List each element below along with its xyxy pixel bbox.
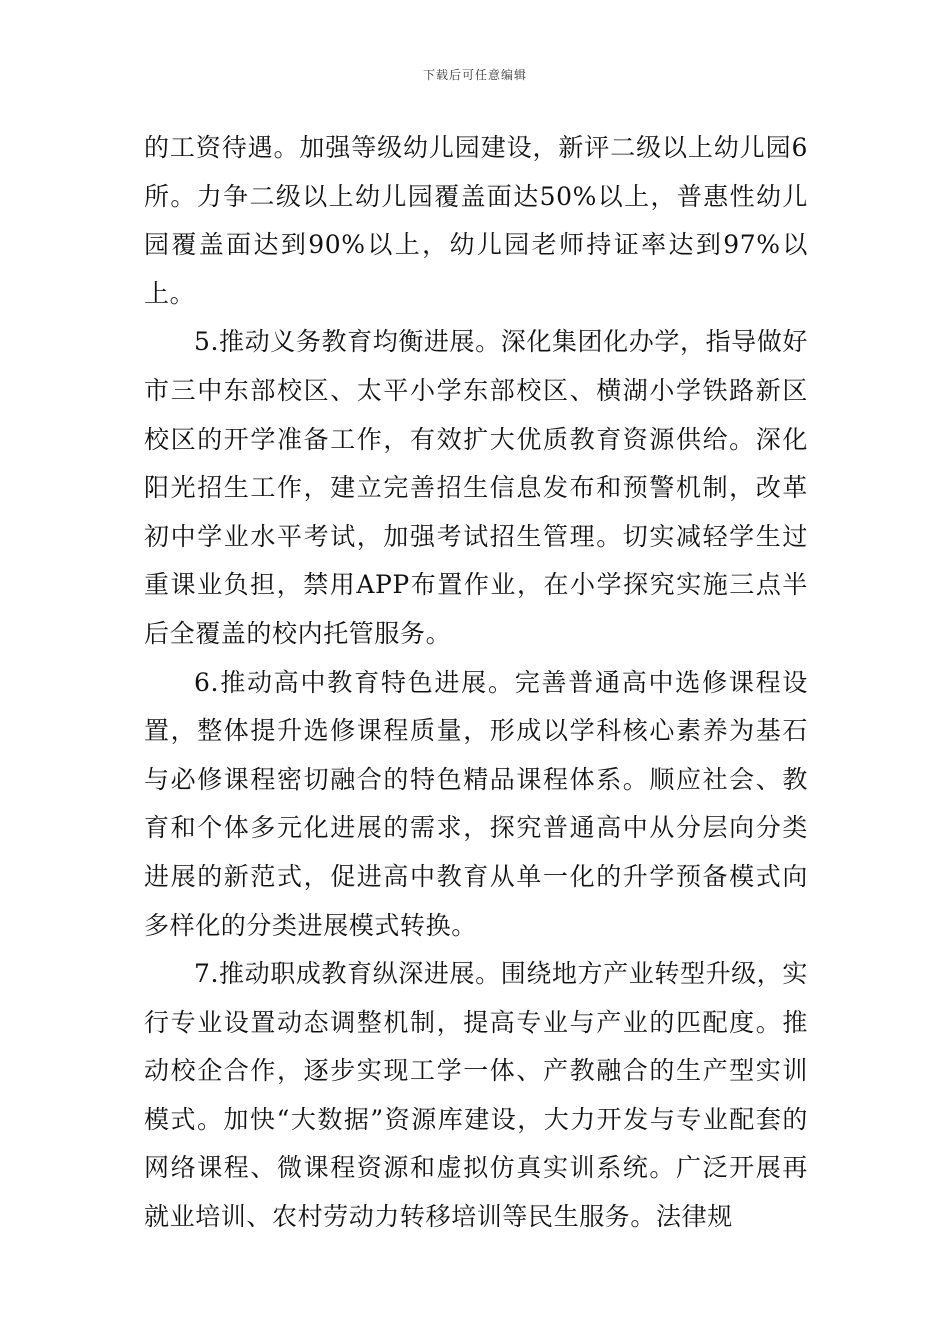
paragraph-3: 6.推动高中教育特色进展。完善普通高中选修课程设置，整体提升选修课程质量，形成以学科核心素养为基石与必修课程密切融合的特色精品课程体系。顺应社会、教育和个体多元化进展的需求，探究普通高中从分层向分类进展的新范式，促进高中教育从单一化的升学预备模式向多样化的分类进展模式转换。 <box>144 667 808 940</box>
paragraph-2: 5.推动义务教育均衡进展。深化集团化办学，指导做好市三中东部校区、太平小学东部校区、横湖小学铁路新区校区的开学准备工作，有效扩大优质教育资源供给。深化阳光招生工作，建立完善招生信息发布和预警机制，改革初中学业水平考试，加强考试招生管理。切实减轻学生过重课业负担，禁用APP布置作业，在小学探究实施三点半后全覆盖的校内托管服务。 <box>144 327 808 648</box>
document-body <box>144 124 808 1242</box>
page-header: 下载后可任意编辑 <box>422 68 527 82</box>
paragraph-4: 7.推动职成教育纵深进展。围绕地方产业转型升级，实行专业设置动态调整机制，提高专业与产业的匹配度。推动校企合作，逐步实现工学一体、产教融合的生产型实训模式。加快“大数据”资源库建设，大力开发与专业配套的网络课程、微课程资源和虚拟仿真实训系统。广泛开展再就业培训、农村劳动力转移培训等民生服务。法律规 <box>144 959 808 1232</box>
paragraph-1: 的工资待遇。加强等级幼儿园建设，新评二级以上幼儿园6所。力争二级以上幼儿园覆盖面达50%以上，普惠性幼儿园覆盖面达到90%以上，幼儿园老师持证率达到97%以上。 <box>144 133 808 308</box>
